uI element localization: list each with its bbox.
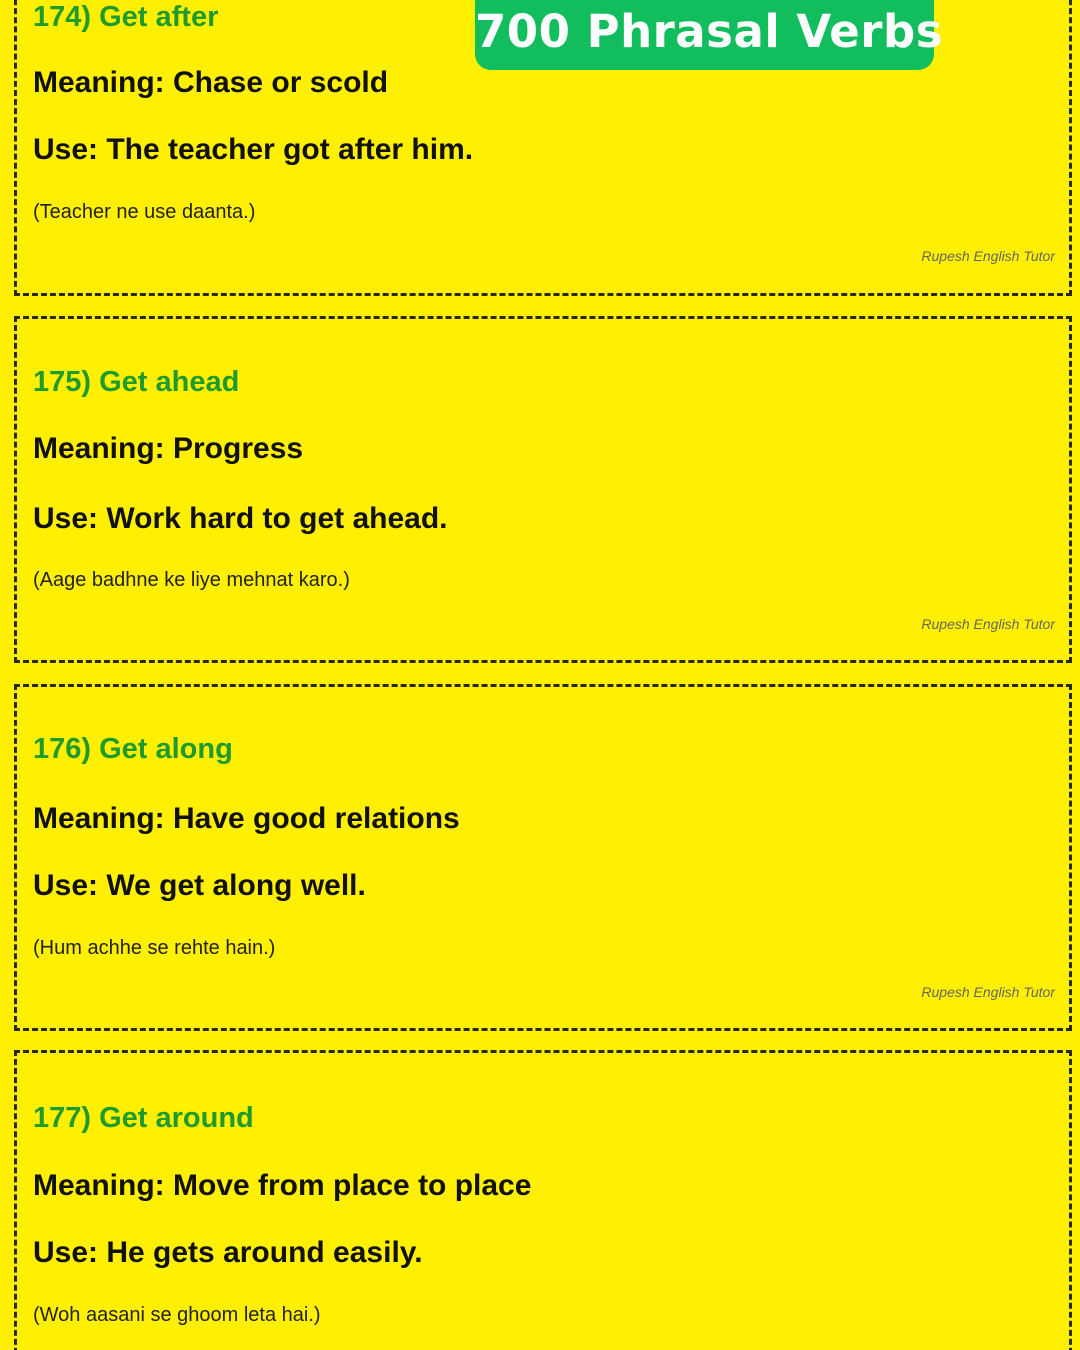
card-translation: (Teacher ne use daanta.) xyxy=(33,201,256,223)
card-translation: (Hum achhe se rehte hain.) xyxy=(33,937,276,959)
card-heading: 175) Get ahead xyxy=(33,366,240,398)
card-use: Use: He gets around easily. xyxy=(33,1236,423,1269)
card-translation: (Aage badhne ke liye mehnat karo.) xyxy=(33,569,350,591)
card-credit: Rupesh English Tutor xyxy=(921,248,1055,264)
card-meaning: Meaning: Have good relations xyxy=(33,802,460,835)
title-badge: 700 Phrasal Verbs xyxy=(475,0,934,70)
card-translation: (Woh aasani se ghoom leta hai.) xyxy=(33,1304,321,1326)
phrasal-verb-card-177 xyxy=(14,1050,1072,1350)
card-meaning: Meaning: Move from place to place xyxy=(33,1169,532,1202)
card-use: Use: Work hard to get ahead. xyxy=(33,502,448,535)
card-heading: 177) Get around xyxy=(33,1102,254,1134)
card-credit: Rupesh English Tutor xyxy=(921,984,1055,1000)
card-use: Use: The teacher got after him. xyxy=(33,133,474,166)
card-heading: 174) Get after xyxy=(33,1,219,33)
card-heading: 176) Get along xyxy=(33,733,233,765)
phrasal-verb-card-175 xyxy=(14,316,1072,663)
card-meaning: Meaning: Chase or scold xyxy=(33,66,389,99)
card-meaning: Meaning: Progress xyxy=(33,432,304,465)
card-use: Use: We get along well. xyxy=(33,869,366,902)
card-credit: Rupesh English Tutor xyxy=(921,616,1055,632)
phrasal-verb-card-176 xyxy=(14,684,1072,1031)
